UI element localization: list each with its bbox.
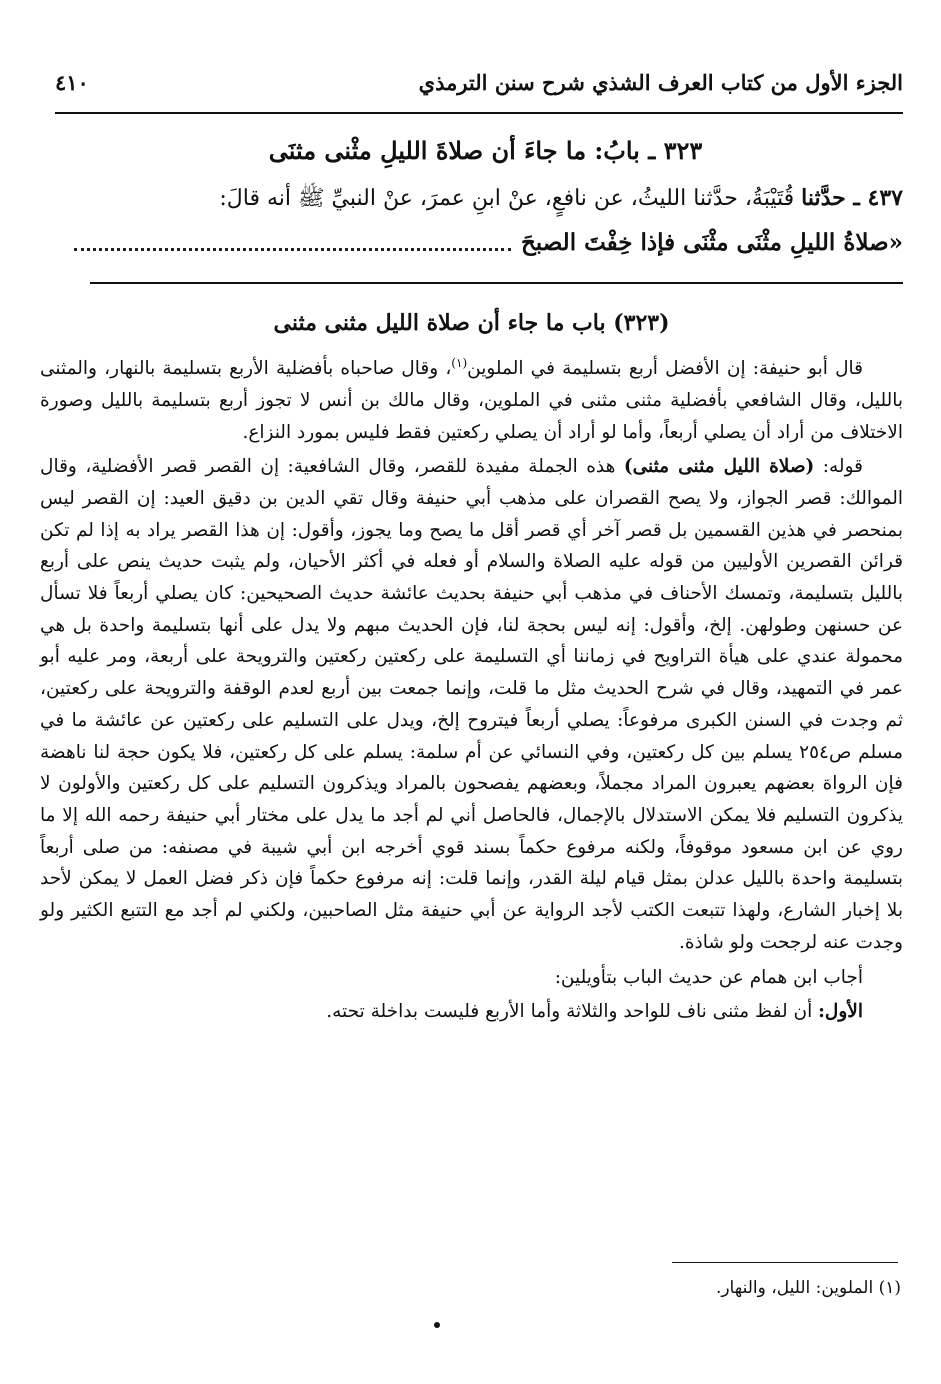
section-divider bbox=[90, 282, 903, 284]
hadith-number: ٤٣٧ ـ حدَّثنا bbox=[801, 185, 903, 211]
footnote: (١) الملوين: الليل، والنهار. bbox=[715, 1278, 901, 1298]
p4-lead: الأول: bbox=[818, 1001, 863, 1023]
p1-text: قال أبو حنيفة: إن الأفضل أربع بتسليمة في الملوين bbox=[467, 358, 863, 380]
p2-quote: (صلاة الليل مثنى مثنى) bbox=[623, 456, 815, 478]
page-dot bbox=[434, 1322, 440, 1328]
header-rule bbox=[55, 112, 903, 114]
chapter-title: ٣٢٣ ـ بابُ: ما جاءَ أن صلاةَ الليلِ مثْنى مثنَى bbox=[268, 136, 703, 165]
hadith-section bbox=[68, 126, 903, 265]
paragraph-4 bbox=[40, 996, 903, 1028]
dotted-leader bbox=[74, 236, 511, 251]
hadith-isnad: قُتَيْبَةُ، حدَّثنا الليثُ، عن نافعٍ، عنْ ابنِ عمرَ، عنْ النبيِّ ﷺ أنه قالَ: bbox=[219, 186, 795, 211]
hadith-matn-line bbox=[68, 221, 903, 265]
footnote-marker: (١) bbox=[451, 356, 468, 370]
page-number: ٤١٠ bbox=[55, 69, 89, 95]
running-header bbox=[55, 62, 903, 102]
footnote-rule bbox=[672, 1262, 898, 1263]
hadith-matn: «صلاةُ الليلِ مثْنَى مثْنَى فإذا خِفْتَ الصبحَ bbox=[520, 229, 903, 256]
p2-lead: قوله: bbox=[814, 456, 863, 478]
paragraph-2 bbox=[40, 451, 903, 958]
hadith-isnad-line bbox=[68, 176, 903, 221]
header-book-title: الجزء الأول من كتاب العرف الشذي شرح سنن الترمذي bbox=[418, 69, 903, 95]
p1-rest: ، وقال صاحباه بأفضلية الأربع بتسليمة بالنهار، والمثنى بالليل، وقال الشافعي بأفضلية مثنى مثنى في الملوين، وقال مالك بن أنس لا تجوز أربع بتسليمة بالليل وصورة الاختلاف من أراد أن يصلي أربعاً، وأما لو أراد أن يصلي ركعتين فقط فليس بمورد النزاع. bbox=[40, 358, 903, 443]
p4-text: أن لفظ مثنى ناف للواحد والثلاثة وأما الأربع فليست بداخلة تحته. bbox=[326, 1001, 819, 1023]
commentary-section bbox=[40, 298, 903, 1028]
p2-text: هذه الجملة مفيدة للقصر، وقال الشافعية: إن القصر قصر الأفضلية، وقال الموالك: قصر الجواز، ولا يصح القصران على مذهب أبي حنيفة وقال تقي الدين بن دقيق العيد: إن القصر ليس بمنحصر في هذين القسمين بل قصر آخر أي قصر أقل ما يصح وما يجوز، وأقول: إن هذا القصر يراد به إذا لم تكن قرائن القصرين الأوليين من قوله عليه الصلاة والسلام أو فعله في أكثر الأحيان، ولم يثبت حديث ينص على أربع بالليل بتسليمة، وتمسك الأحناف في مذهب أبي حنيفة بحديث عائشة حديث الصحيحين: كان يصلي أربعاً فلا تسأل عن حسنهن وطولهن. إلخ، وأقول: إنه ليس بحجة لنا، فإن الحديث مبهم ولا يدل على أنها بتسليمة واحدة بل هي محمولة عندي على هيأة التراويح في زماننا أي التسليمة على ركعتين ركعتين والترويحة على أربعة، ومر عليه أبو عمر في التمهيد، وقال في شرح الحديث مثل ما قلت، وإنما جمعت بين أربع لعدم الوقفة والترويحة على ركعتين، ثم وجدت في السنن الكبرى مرفوعاً: يصلي أربعاً فيتروح إلخ، ويدل على التسليم على ركعتين عن عائشة ما في مسلم ص٢٥٤ يسلم بين كل ركعتين، وفي النسائي عن أم سلمة: يسلم على كل ركعتين، فلا يكون حجة لنا ناهضة فإن الرواة بعضهم يعبرون المراد مجملاً، وبعضهم يفصحون بالمراد ويذكرون التسليم على كل ركعتين والأولون لا يذكرون التسليم فلا يمكن الاستدلال بالإجمال، فالحاصل أني لم أجد ما يدل على مختار أبي حنيفة رحمه الله إلا ما روي عن ابن مسعود موقوفاً، ولكنه مرفوع حكماً بسند قوي أخرجه ابن أبي شيبة في مصنفه: من صلى أربعاً بتسليمة واحدة بالليل عدلن بمثل قيام ليلة القدر، وإنما قلت: إنه مرفوع حكماً فإن ذكر فضل العمل لا يمكن لأحد بلا إخبار الشارع، ولهذا تتبعت الكتب لأجد الرواية عن أبي حنيفة مثل الصاحبين، ولكني لم أجد مع التتبع الكثير ولو وجدت عنه لرجحت ولو شاذة. bbox=[40, 456, 903, 953]
commentary-heading: (٣٢٣) باب ما جاء أن صلاة الليل مثنى مثنى bbox=[273, 310, 670, 336]
paragraph-1 bbox=[40, 348, 903, 448]
paragraph-3: أجاب ابن همام عن حديث الباب بتأويلين: bbox=[554, 966, 863, 988]
